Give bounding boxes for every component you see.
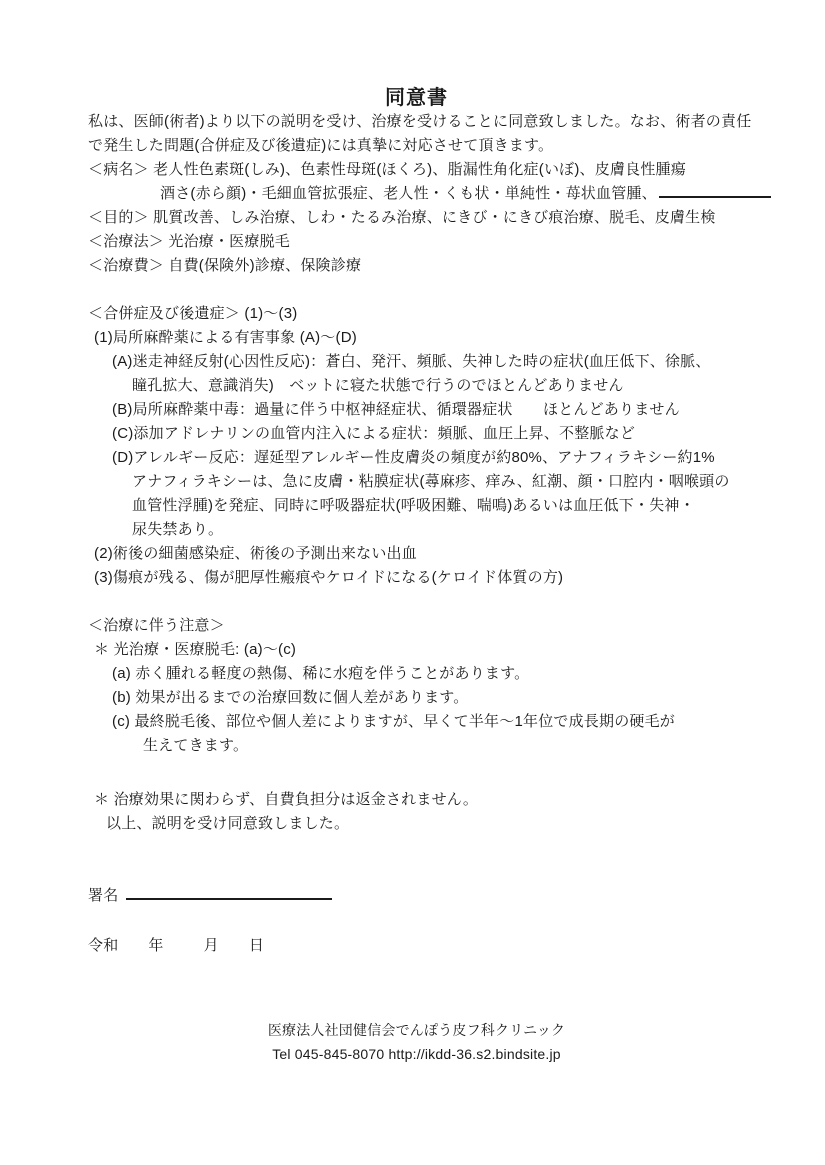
intro-line-1: 私は、医師(術者)より以下の説明を受け、治療を受けることに同意致しました。なお、術者の責任 <box>88 113 752 130</box>
spacer <box>88 958 745 1018</box>
precautions-b-line: (b) 効果が出るまでの治療回数に個人差があります。 <box>112 689 469 706</box>
spacer <box>88 758 745 788</box>
intro-line-2: で発生した問題(合併症及び後遺症)には真摯に対応させて頂きます。 <box>88 137 554 154</box>
disease-name-line-2-text: 酒さ(赤ら顔)・毛細血管拡張症、老人性・くも状・単純性・苺状血管腫、 <box>160 185 657 202</box>
precautions-c-line1: (c) 最終脱毛後、部位や個人差によりますが、早くて半年～1年位で成長期の硬毛が <box>112 713 676 730</box>
refund-note-line: ＊ 治療効果に関わらず、自費負担分は返金されません。 <box>94 791 479 808</box>
spacer <box>88 278 745 302</box>
document-title: 同意書 <box>385 87 448 109</box>
complications-item3-line: (3)傷痕が残る、傷が肥厚性瘢痕やケロイドになる(ケロイド体質の方) <box>94 569 564 586</box>
date-row <box>88 934 745 958</box>
disease-name-line: ＜病名＞ 老人性色素斑(しみ)、色素性母斑(ほくろ)、脂漏性角化症(いぼ)、皮膚良性腫瘍 <box>88 161 686 178</box>
precautions-heading: ＜治療に伴う注意＞ <box>88 617 225 634</box>
complications-item1-d-line2: アナフィラキシーは、急に皮膚・粘膜症状(蕁麻疹、痒み、紅潮、顔・口腔内・咽喉頭の <box>132 473 730 490</box>
date-day-label: 日 <box>248 937 265 954</box>
complications-item1-a-line2: 瞳孔拡大、意識消失) ベットに寝た状態で行うのでほとんどありません <box>132 377 624 394</box>
signature-label: 署名 <box>88 887 119 904</box>
signature-row <box>88 884 745 908</box>
signature-underline <box>126 885 332 900</box>
complications-heading: ＜合併症及び後遺症＞ (1)～(3) <box>88 305 298 322</box>
clinic-contact: Tel 045-845-8070 http://ikdd-36.s2.bindsite.jp <box>272 1046 561 1062</box>
spacer <box>88 836 745 884</box>
complications-item1-b-line: (B)局所麻酔薬中毒：過量に伴う中枢神経症状、循環器症状 ほとんどありません <box>112 401 680 418</box>
spacer <box>88 590 745 614</box>
treatment-cost-line: ＜治療費＞ 自費(保険外)診療、保険診療 <box>88 257 362 274</box>
complications-item2-line: (2)術後の細菌感染症、術後の予測出来ない出血 <box>94 545 417 562</box>
date-year-label: 年 <box>148 937 164 954</box>
complications-item1-c-line: (C)添加アドレナリンの血管内注入による症状：頻脈、血圧上昇、不整脈など <box>112 425 636 442</box>
complications-item1-d-line1: (D)アレルギー反応：遅延型アレルギー性皮膚炎の頻度が約80%、アナフィラキシー約1% <box>112 449 715 466</box>
date-month-label: 月 <box>203 937 219 954</box>
precautions-c-line2: 生えてきます。 <box>143 737 249 754</box>
clinic-name: 医療法人社団健信会でんぽう皮フ科クリニック <box>267 1022 566 1038</box>
complications-item1-a-line1: (A)迷走神経反射(心因性反応)：蒼白、発汗、頻脈、失神した時の症状(血圧低下、徐脈、 <box>112 353 711 370</box>
complications-item1-d-line4: 尿失禁あり。 <box>132 521 224 538</box>
precautions-a-line: (a) 赤く腫れる軽度の熱傷、稀に水疱を伴うことがあります。 <box>112 665 530 682</box>
treatment-method-line: ＜治療法＞ 光治療・医療脱毛 <box>88 233 290 250</box>
date-era-label: 令和 <box>88 937 119 954</box>
complications-item1-heading: (1)局所麻酔薬による有害事象 (A)～(D) <box>94 329 357 346</box>
agreement-line: 以上、説明を受け同意致しました。 <box>106 815 350 832</box>
disease-name-line-2 <box>160 182 745 206</box>
precautions-subheading: ＊ 光治療・医療脱毛: (a)～(c) <box>94 641 297 658</box>
spacer <box>88 908 745 934</box>
purpose-line: ＜目的＞ 肌質改善、しみ治療、しわ・たるみ治療、にきび・にきび痕治療、脱毛、皮膚生検 <box>88 209 716 226</box>
complications-item1-d-line3: 血管性浮腫)を発症、同時に呼吸器症状(呼吸困難、喘鳴)あるいは血圧低下・失神・ <box>132 497 695 514</box>
blank-field-underline <box>659 183 771 198</box>
